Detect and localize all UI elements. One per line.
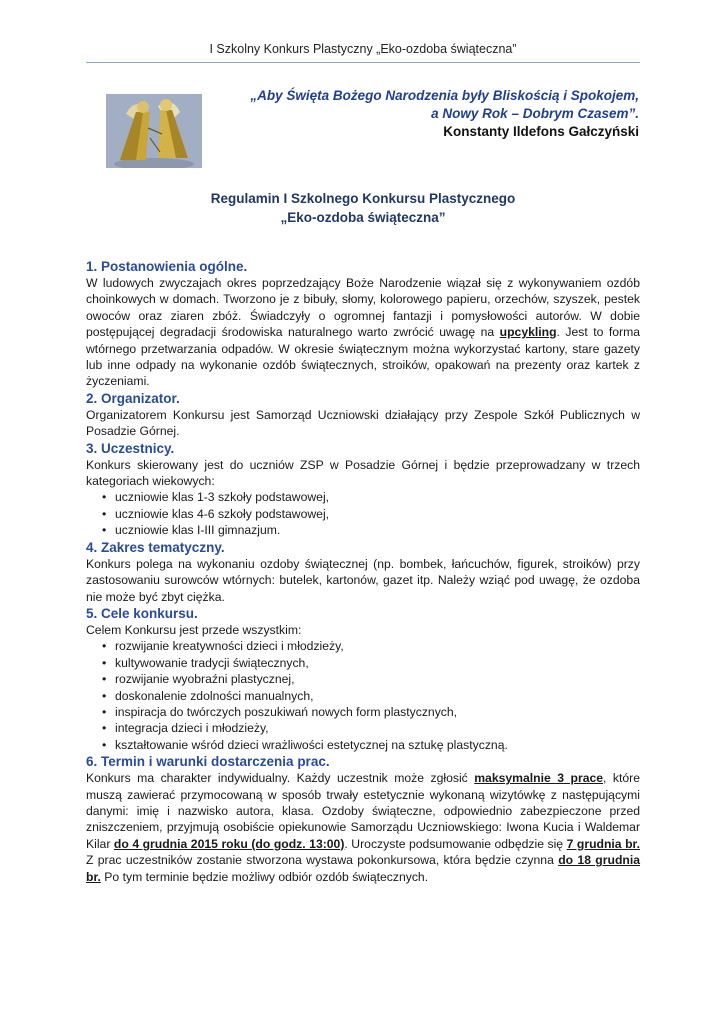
list-item: • uczniowie klas 4-6 szkoły podstawowej, bbox=[86, 506, 640, 522]
max-works-emphasis: maksymalnie 3 prace bbox=[474, 771, 604, 786]
section-deadline bbox=[86, 753, 640, 885]
summary-date-emphasis: 7 grudnia br. bbox=[566, 836, 640, 851]
regulations-body bbox=[86, 258, 640, 885]
title-line-1: Regulamin I Szkolnego Konkursu Plastycznego bbox=[210, 191, 516, 206]
exhibition-end-emphasis: do 18 grudnia br. bbox=[86, 853, 640, 884]
section-goals bbox=[86, 605, 640, 753]
section-organizer bbox=[86, 390, 640, 440]
quote-line-2: a Nowy Rok – Dobrym Czasem”. bbox=[431, 106, 639, 121]
section-scope bbox=[86, 539, 640, 605]
list-item: • doskonalenie zdolności manualnych, bbox=[86, 688, 640, 704]
title-line-2: „Eko-ozdoba świąteczna” bbox=[280, 210, 446, 225]
paragraph-text: Po tym terminie będzie możliwy odbiór ozdób świątecznych. bbox=[100, 869, 429, 884]
quote-line-1: „Aby Święta Bożego Narodzenia były Bliskością i Spokojem, bbox=[250, 88, 639, 103]
paragraph-text: . Jest to forma wtórnego przetwarzania odpadów. W okresie świątecznym można wykorzystać kartony, stare gazety lub inne odpady na wykonanie ozdób świątecznych, stroików, opakowań na prezenty oraz kartek z życzeniami. bbox=[86, 325, 641, 389]
section-participants bbox=[86, 440, 640, 539]
list-item: • integracja dzieci i młodzieży, bbox=[86, 720, 640, 736]
section-heading: 4. Zakres tematyczny. bbox=[86, 539, 225, 555]
list-item: • kształtowanie wśród dzieci wrażliwości estetycznej na sztukę plastyczną. bbox=[86, 737, 640, 753]
document-title bbox=[86, 189, 640, 227]
paragraph-text: Konkurs ma charakter indywidualny. Każdy uczestnik może zgłosić bbox=[86, 771, 475, 786]
list-item: • rozwijanie kreatywności dzieci i młodzieży, bbox=[86, 638, 640, 654]
section-paragraph: Konkurs skierowany jest do uczniów ZSP w Posadzie Górnej i będzie przeprowadzany w trzech kategoriach wiekowych: bbox=[86, 457, 640, 489]
list-item: • kultywowanie tradycji świątecznych, bbox=[86, 655, 640, 671]
upcycling-emphasis: upcykling bbox=[499, 325, 557, 340]
section-paragraph: Celem Konkursu jest przede wszystkim: bbox=[86, 622, 302, 637]
paragraph-text: Z prac uczestników zostanie stworzona wystawa pokonkursowa, która będzie czynna bbox=[86, 853, 559, 868]
section-heading: 3. Uczestnicy. bbox=[86, 440, 175, 456]
angel-ornament-image bbox=[106, 94, 202, 168]
list-item: • uczniowie klas 1-3 szkoły podstawowej, bbox=[86, 489, 640, 505]
section-heading: 2. Organizator. bbox=[86, 390, 180, 406]
paragraph-text: , które muszą zawierać przymocowaną w sposób trwały estetycznie wykonaną wizytówkę z następującymi danymi: imię i nazwisko autora, klasa. Ozdoby świąteczne, odpowiednio zabezpieczone przed zniszczeniem, przyjmują osobiście opiekunowie Samorządu Uczniowskiego: Iwona Kucia i Waldemar Kilar bbox=[86, 771, 640, 851]
header-rule bbox=[86, 62, 640, 63]
motto-quote bbox=[219, 87, 639, 141]
section-paragraph: Konkurs polega na wykonaniu ozdoby świątecznej (np. bombek, łańcuchów, figurek, stroików) przy zastosowaniu surowców wtórnych: butelek, kartonów, gazet itp. Należy wziąć pod uwagę, że ozdoba nie może być zbyt ciężka. bbox=[86, 556, 640, 604]
section-paragraph bbox=[86, 275, 640, 390]
paragraph-text: . Uroczyste podsumowanie odbędzie się bbox=[344, 836, 567, 851]
section-paragraph: Organizatorem Konkursu jest Samorząd Uczniowski działający przy Zespole Szkół Publicznych w Posadzie Górnej. bbox=[86, 407, 640, 439]
section-paragraph bbox=[86, 770, 640, 885]
deadline-emphasis: do 4 grudnia 2015 roku (do godz. 13:00) bbox=[113, 836, 345, 851]
section-heading: 5. Cele konkursu. bbox=[86, 605, 198, 621]
category-list bbox=[86, 489, 640, 538]
section-heading: 6. Termin i warunki dostarczenia prac. bbox=[86, 754, 330, 770]
list-item: • uczniowie klas I-III gimnazjum. bbox=[86, 522, 640, 538]
paragraph-text: W ludowych zwyczajach okres poprzedzający Boże Narodzenie wiązał się z wykonywaniem ozdób choinkowych w domach. Tworzono je z bibuły, słomy, kolorowego papieru, orzechów, szyszek, pestek owoców oraz ziaren zbóż. Świadczyły o ogromnej fantazji i pomysłowości autorów. W dobie postępującej degradacji środowiska naturalnego warto zwrócić uwagę na bbox=[86, 276, 640, 340]
section-general bbox=[86, 258, 640, 390]
quote-author: Konstanty Ildefons Gałczyński bbox=[443, 124, 639, 139]
page-header: I Szkolny Konkurs Plastyczny „Eko-ozdoba świąteczna” bbox=[209, 42, 517, 56]
section-heading: 1. Postanowienia ogólne. bbox=[86, 259, 248, 274]
list-item: • rozwijanie wyobraźni plastycznej, bbox=[86, 671, 640, 687]
list-item: • inspiracja do twórczych poszukiwań nowych form plastycznych, bbox=[86, 704, 640, 720]
golden-angel-ornament-icon bbox=[106, 94, 202, 168]
goals-list bbox=[86, 638, 640, 753]
